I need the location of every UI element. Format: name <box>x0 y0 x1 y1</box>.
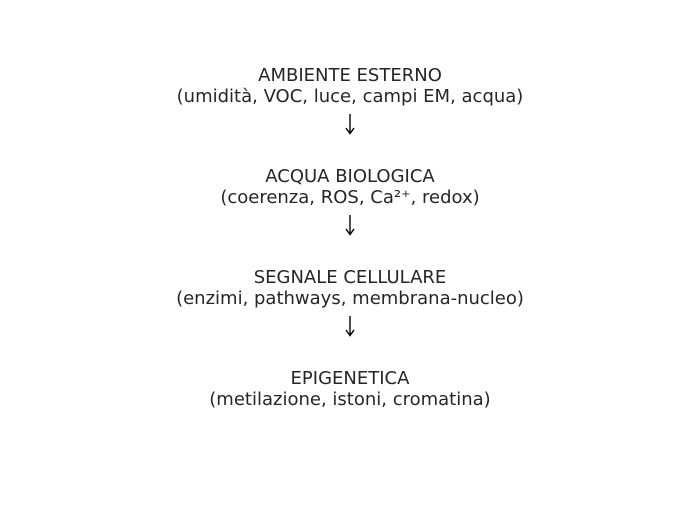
arrow-down-icon <box>344 214 356 236</box>
node-segnale-cellulare <box>0 267 700 309</box>
node-title: SEGNALE CELLULARE <box>253 267 447 288</box>
node-subtitle: (coerenza, ROS, Ca²⁺, redox) <box>220 187 480 208</box>
node-title: EPIGENETICA <box>290 368 410 389</box>
arrow-down-icon <box>344 113 356 135</box>
node-title: AMBIENTE ESTERNO <box>258 65 442 86</box>
node-subtitle: (metilazione, istoni, cromatina) <box>209 389 491 410</box>
node-subtitle: (umidità, VOC, luce, campi EM, acqua) <box>176 86 524 107</box>
node-epigenetica <box>0 368 700 410</box>
arrow-down-icon <box>344 315 356 337</box>
node-ambiente-esterno <box>0 65 700 107</box>
node-subtitle: (enzimi, pathways, membrana-nucleo) <box>176 288 524 309</box>
node-title: ACQUA BIOLOGICA <box>265 166 435 187</box>
node-acqua-biologica <box>0 166 700 208</box>
